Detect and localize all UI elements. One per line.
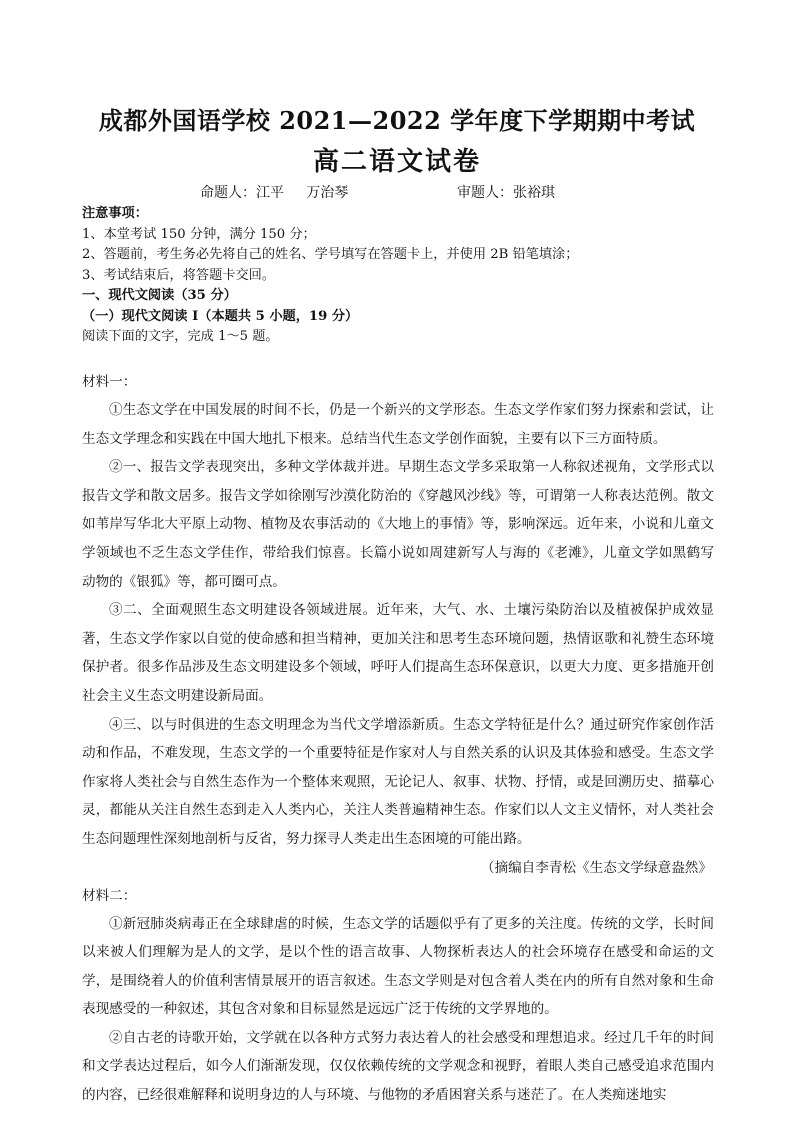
exam-title: 成都外国语学校 2021—2022 学年度下学期期中考试 [98,106,696,135]
material-one-paragraph: ①生态文学在中国发展的时间不长，仍是一个新兴的文学形态。生态文学作家们努力探索和尝试，让生态文学理念和实践在中国大地扎下根来。总结当代生态文学创作面貌，主要有以下三方面特质。 [82,402,714,447]
notice-item: 2、答题前，考生务必先将自己的姓名、学号填写在答题卡上，并使用 2B 铅笔填涂； [82,247,579,262]
reading-materials [82,368,714,1110]
material-one-label: 材料一： [82,374,137,390]
material-two-paragraph: ①新冠肺炎病毒正在全球肆虐的时候，生态文学的话题似乎有了更多的关注度。传统的文学，长时间以来被人们理解为是人的文学，是以个性的语言故事、人物探析表达人的社会环境存在感受和命运的文学，是围绕着人的价值利害情景展开的语言叙述。生态文学则是对包含着人类在内的所有自然对象和生命表现感受的一种叙述，其包含对象和目标显然是远远广泛于传统的文学界地的。 [82,915,714,1018]
instructions-block [82,204,714,348]
section-instruction: 阅读下面的文字，完成 1～5 题。 [82,329,279,344]
material-one-source: （摘编自李青松《生态文学绿意盎然》 [480,859,712,876]
notice-item: 3、考试结束后，将答题卡交回。 [82,267,276,283]
exam-subtitle: 高二语文试卷 [312,147,481,177]
material-one-paragraph: ③二、全面观照生态文明建设各领域进展。近年来，大气、水、土壤污染防治以及植被保护成效显著，生态文学作家以自觉的使命感和担当精神，更加关注和思考生态环境问题，热情讴歌和礼赞生态环境保护者。很多作品涉及生态文明建设多个领域，呼吁人们提高生态环保意识，以更大力度、更多措施开创社会主义生态文明建设新局面。 [82,602,714,704]
section-subheading: （一）现代文阅读 I（本题共 5 小题，19 分） [82,308,359,324]
reviewer-line: 审题人：张裕琪 [457,185,555,201]
notice-item: 1、本堂考试 150 分钟，满分 150 分； [82,226,316,242]
material-two-label: 材料二： [82,887,137,904]
notice-heading: 注意事项： [82,206,148,221]
material-two-paragraph: ②自古老的诗歌开始，文学就在以各种方式努力表达着人的社会感受和理想追求。经过几千年的时间和文学表达过程后，如今人们渐渐发现，仅仅依赖传统的文学观念和视野，着眼人类自己感受追求范围内的内容，已经很难解释和说明身边的人与环境、与他物的矛盾困窘关系与迷茫了。在人类痴迷地实 [82,1029,714,1104]
author-line: 命题人：江平 万治琴 [200,185,349,201]
material-one-paragraph: ②一、报告文学表现突出，多种文学体裁并进。早期生态文学多采取第一人称叙述视角，文学形式以报告文学和散文居多。报告文学如徐刚写沙漠化防治的《穿越风沙线》等，可谓第一人称表达范例。散文如苇岸写华北大平原上动物、植物及农事活动的《大地上的事情》等，影响深远。近年来，小说和儿童文学领域也不乏生态文学佳作，带给我们惊喜。长篇小说如周建新写人与海的《老滩》，儿童文学如黑鹤写动物的《银狐》等，都可圈可点。 [82,459,714,590]
section-heading: 一、现代文阅读（35 分） [82,288,237,303]
material-one-paragraph: ④三、以与时俱进的生态文明理念为当代文学增添新质。生态文学特征是什么？通过研究作家创作活动和作品，不难发现，生态文学的一个重要特征是作家对人与自然关系的认识及其体验和感受。生态文学作家将人类社会与自然生态作为一个整体来观照，无论记人、叙事、状物、抒情，或是回溯历史、描摹心灵，都能从关注自然生态到走入人类内心，关注人类普遍精神生态。作家们以人文主义情怀，对人类社会生态问题理性深刻地剖析与反省，努力探寻人类走出生态困境的可能出路。 [82,716,714,847]
